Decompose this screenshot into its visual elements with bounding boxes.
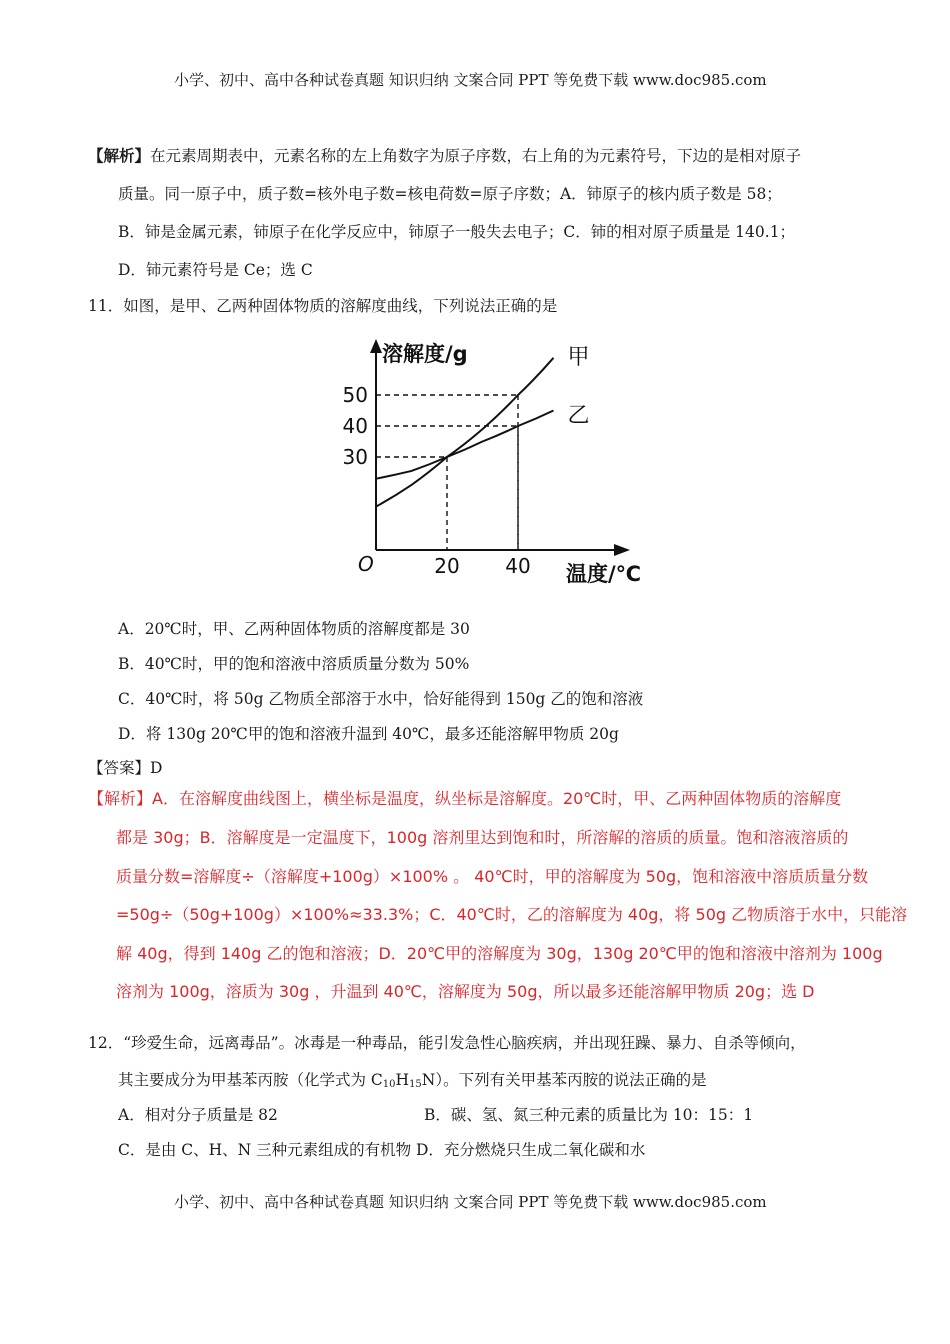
curve-jia [376,358,554,507]
q11-option-a: A．20℃时，甲、乙两种固体物质的溶解度都是 30 [118,620,470,638]
formula-subscript: 10 [382,1079,396,1090]
q12-stem-text: N）。下列有关甲基苯丙胺的说法正确的是 [421,1071,707,1089]
x-axis-title: 温度/℃ [566,562,642,586]
page-footer: 小学、初中、高中各种试卷真题 知识归纳 文案合同 PPT 等免费下载 www.doc985.com [174,1193,767,1211]
q11-analysis-line-3: 质量分数=溶解度÷（溶解度+100g）×100% 。 40℃时，甲的溶解度为 50g，饱和溶液中溶质质量分数 [116,867,869,886]
q11-answer: 【答案】D [88,759,163,777]
q11-option-d: D．将 130g 20℃甲的饱和溶液升温到 40℃，最多还能溶解甲物质 20g [118,725,619,743]
q11-analysis-line-2: 都是 30g；B．溶解度是一定温度下，100g 溶剂里达到饱和时，所溶解的溶质的质量。饱和溶液溶质的 [116,828,849,847]
chart-curves [376,358,554,507]
q12-stem-text: 其主要成分为甲基苯丙胺（化学式为 C [118,1071,383,1089]
q10-analysis-line-3: B．铈是金属元素，铈原子在化学反应中，铈原子一般失去电子；C．铈的相对原子质量是 140.1； [118,223,796,241]
q12-option-a: A．相对分子质量是 82 [118,1106,278,1124]
formula-subscript: 15 [409,1079,422,1090]
q12-option-c: C．是由 C、H、N 三种元素组成的有机物 [118,1141,412,1159]
x-tick-label: 40 [505,554,531,578]
x-axis-arrow [614,544,630,556]
y-tick-label: 40 [342,414,368,438]
chart-guides [376,395,518,550]
formula-h: H [395,1071,410,1089]
y-tick-label: 50 [342,383,368,407]
analysis-text: 在元素周期表中，元素名称的左上角数字为原子序数，右上角的为元素符号，下边的是相对原子 [150,147,802,165]
q11-analysis-line-6: 溶剂为 100g，溶质为 30g ，升温到 40℃，溶解度为 50g，所以最多还能溶解甲物质 20g；选 D [116,982,815,1001]
solubility-chart [330,335,650,590]
y-axis-title: 溶解度/g [382,342,468,366]
q11-analysis-line-4: =50g÷（50g+100g）×100%≈33.3%；C．40℃时，乙的溶解度为 40g，将 50g 乙物质溶于水中，只能溶 [116,905,908,924]
q11-analysis-line-1: 【解析】A．在溶解度曲线图上，横坐标是温度，纵坐标是溶解度。20℃时，甲、乙两种固体物质的溶解度 [88,789,842,808]
origin-label: O [358,552,374,576]
q10-analysis-line-1 [88,146,801,166]
q10-analysis-line-4: D．铈元素符号是 Ce；选 C [118,261,313,279]
series-label: 乙 [567,403,590,429]
q12-stem-2 [118,1070,707,1095]
y-axis-arrow [370,339,382,353]
q12-option-d: D．充分燃烧只生成二氧化碳和水 [416,1141,646,1159]
analysis-tag: 【解析】 [88,146,151,165]
chart-axes [370,339,630,556]
q11-stem: 11．如图，是甲、乙两种固体物质的溶解度曲线，下列说法正确的是 [88,297,558,315]
x-tick-label: 20 [434,554,460,578]
q12-option-b: B．碳、氢、氮三种元素的质量比为 10：15：1 [424,1106,754,1124]
q12-stem-1: 12．“珍爱生命，远离毒品”。冰毒是一种毒品，能引发急性心脑疾病，并出现狂躁、暴力、自杀等倾向， [88,1034,806,1052]
q10-analysis-line-2: 质量。同一原子中，质子数=核外电子数=核电荷数=原子序数；A．铈原子的核内质子数是 58； [118,185,782,203]
q11-analysis-line-5: 解 40g，得到 140g 乙的饱和溶液；D．20℃甲的溶解度为 30g，130g 20℃甲的饱和溶液中溶剂为 100g [116,944,883,963]
y-tick-label: 30 [342,445,368,469]
page-header: 小学、初中、高中各种试卷真题 知识归纳 文案合同 PPT 等免费下载 www.doc985.com [174,71,767,89]
q11-option-b: B．40℃时，甲的饱和溶液中溶质质量分数为 50% [118,655,470,673]
series-label: 甲 [567,344,590,370]
q11-option-c: C．40℃时，将 50g 乙物质全部溶于水中，恰好能得到 150g 乙的饱和溶液 [118,690,644,708]
